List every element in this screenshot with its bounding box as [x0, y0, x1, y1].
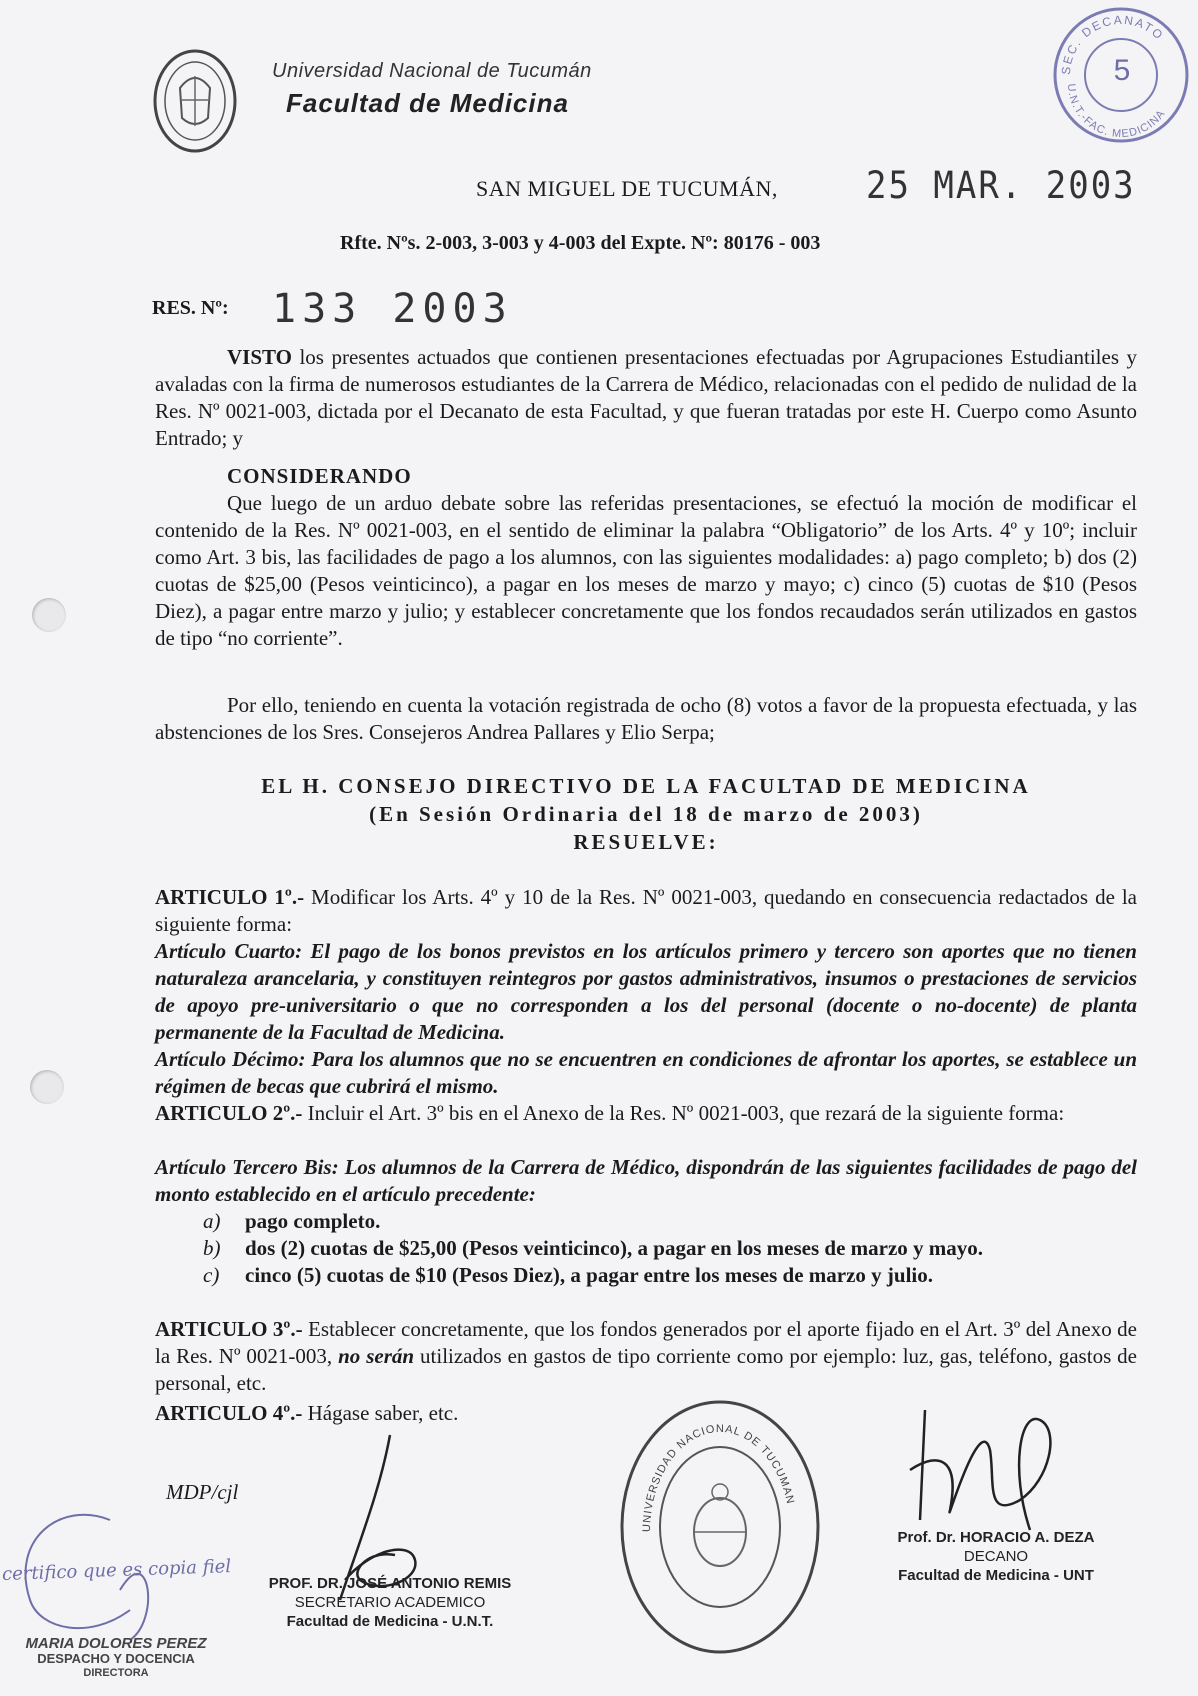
university-seal	[152, 48, 238, 154]
punch-hole	[30, 1070, 64, 1104]
resolution-label: RES. Nº:	[152, 297, 229, 319]
city: SAN MIGUEL DE TUCUMÁN,	[476, 176, 778, 201]
session-line: (En Sesión Ordinaria del 18 de marzo de 2003)	[369, 802, 923, 826]
certifier-dept: DESPACHO Y DOCENCIA	[37, 1651, 195, 1666]
considerando-paragraph: Que luego de un arduo debate sobre las referidas presentaciones, se efectuó la moción de modificar el contenido de la Res. Nº 0021-003, en el sentido de eliminar la palabra “Obligatorio” de los Arts. 4º y 10º; incluir como Art. 3 bis, las facilidades de pago a los alumnos, con las siguientes modalidades: a) pago completo; b) dos (2) cuotas de $25,00 (Pesos veinticinco), a pagar en los meses de marzo y mayo; c) cinco (5) cuotas de $10 (Pesos Diez), a pagar entre marzo y julio; y establecer concretamente que los fondos recaudados serán utilizados en gastos de tipo “no corriente”.	[155, 491, 1137, 650]
article-1-lead: ARTICULO 1º.-	[155, 885, 305, 909]
articulo-decimo-quote: Artículo Décimo: Para los alumnos que no se encuentren en condiciones de afrontar los aportes, se establece un régimen de becas que cubrirá el mismo.	[155, 1047, 1137, 1098]
article-2-lead: ARTICULO 2º.-	[155, 1101, 303, 1125]
article-3-lead: ARTICULO 3º.-	[155, 1317, 303, 1341]
secretary-name: PROF. DR. JOSÉ ANTONIO REMIS	[268, 1575, 512, 1592]
payment-option-text: cinco (5) cuotas de $10 (Pesos Diez), a pagar entre los meses de marzo y julio.	[245, 1263, 934, 1287]
article-3-emphasis: no serán	[338, 1344, 415, 1368]
university-name: Universidad Nacional de Tucumán	[272, 60, 592, 82]
secretary-title: SECRETARIO ACADEMICO	[294, 1594, 486, 1611]
articulo-tercero-bis-quote: Artículo Tercero Bis: Los alumnos de la Carrera de Médico, dispondrán de las siguientes facilidades de pago del monto establecido en el artículo precedente:	[155, 1155, 1137, 1206]
article-1-text: Modificar los Arts. 4º y 10 de la Res. Nº 0021-003, quedando en consecuencia redactados de la siguiente forma:	[155, 885, 1138, 936]
reference-line: Rfte. Nºs. 2-003, 3-003 y 4-003 del Expte. Nº: 80176 - 003	[340, 232, 821, 254]
certification-text: certifico que es copia fiel	[1, 1556, 232, 1585]
secretary-block	[240, 1574, 540, 1631]
dean-name: Prof. Dr. HORACIO A. DEZA	[897, 1529, 1095, 1546]
dean-signature	[900, 1390, 1070, 1540]
dean-title: DECANO	[963, 1548, 1029, 1565]
certifier-role: DIRECTORA	[83, 1667, 149, 1679]
por-ello-paragraph: Por ello, teniendo en cuenta la votación registrada de ocho (8) votos a favor de la propuesta efectuada, y las abstenciones de los Sres. Consejeros Andrea Pallares y Elio Serpa;	[155, 693, 1137, 744]
payment-option-mark: c)	[203, 1263, 220, 1287]
articulo-cuarto-quote: Artículo Cuarto: El pago de los bonos previstos en los artículos primero y tercero son aportes que no tienen naturaleza arancelaria, y constituyen reintegros por gastos administrativos, insumos o prestaciones de servicios de apoyo pre-universitario o que no corresponden a los del personal (docente o no-docente) de planta permanente de la Facultad de Medicina.	[155, 939, 1137, 1044]
initials: MDP/cjl	[166, 1480, 239, 1504]
council-heading: EL H. CONSEJO DIRECTIVO DE LA FACULTAD DE MEDICINA	[261, 774, 1031, 798]
payment-option-text: pago completo.	[245, 1209, 381, 1233]
visto-text: los presentes actuados que contienen presentaciones efectuadas por Agrupaciones Estudiantiles y avaladas con la firma de numerosos estudiantes de la Carrera de Médico, relacionadas con el pedido de nulidad de la Res. Nº 0021-003, dictada por el Decanato de esta Facultad, y que fueran tratadas por este H. Cuerpo como Asunto Entrado; y	[155, 345, 1137, 450]
secretary-org: Facultad de Medicina - U.N.T.	[286, 1613, 494, 1630]
visto-lead: VISTO	[227, 345, 292, 369]
svg-text:SEC. DECANATO: SEC. DECANATO	[1058, 12, 1167, 76]
resolution-number: 133 2003	[272, 286, 513, 332]
article-2-text: Incluir el Art. 3º bis en el Anexo de la Res. Nº 0021-003, que rezará de la siguiente forma:	[302, 1101, 1065, 1125]
faculty-name: Facultad de Medicina	[286, 88, 569, 118]
article-4-text: Hágase saber, etc.	[302, 1401, 459, 1425]
payment-option-mark: a)	[203, 1209, 221, 1233]
article-3	[155, 1316, 1137, 1397]
payment-option-mark: b)	[203, 1236, 221, 1260]
payment-option	[203, 1208, 1137, 1235]
faculty-seal	[610, 1392, 830, 1662]
date-stamp: 25 MAR. 2003	[866, 164, 1136, 208]
certifier-block	[6, 1636, 226, 1681]
article-3-text-end: utilizados en gastos de tipo corriente como por ejemplo: luz, gas, teléfono, gastos de personal, etc.	[155, 1344, 1138, 1395]
visto-paragraph	[155, 344, 1137, 452]
dean-org: Facultad de Medicina - UNT	[898, 1567, 1094, 1584]
svg-text:U.N.T.-FAC. MEDICINA: U.N.T.-FAC. MEDICINA	[1064, 83, 1168, 141]
stamp-number: 5	[1113, 54, 1131, 87]
punch-hole	[32, 598, 66, 632]
svg-text:UNIVERSIDAD NACIONAL DE TUCUMA: UNIVERSIDAD NACIONAL DE TUCUMAN	[640, 1422, 797, 1533]
payment-option	[203, 1235, 1137, 1262]
considerando-heading: CONSIDERANDO	[227, 464, 412, 488]
article-4-lead: ARTICULO 4º.-	[155, 1401, 303, 1425]
article-3-text: Establecer concretamente, que los fondos generados por el aporte fijado en el Art. 3º del Anexo de la Res. Nº 0021-003,	[155, 1317, 1137, 1368]
certifier-name: MARIA DOLORES PEREZ	[25, 1635, 207, 1652]
dean-block	[876, 1528, 1116, 1585]
article-2	[155, 1100, 1137, 1127]
payment-option-text: dos (2) cuotas de $25,00 (Pesos veinticinco), a pagar en los meses de marzo y mayo.	[245, 1236, 984, 1260]
resuelve-heading: RESUELVE:	[573, 830, 719, 854]
article-1	[155, 884, 1137, 938]
payment-option	[203, 1262, 1137, 1289]
